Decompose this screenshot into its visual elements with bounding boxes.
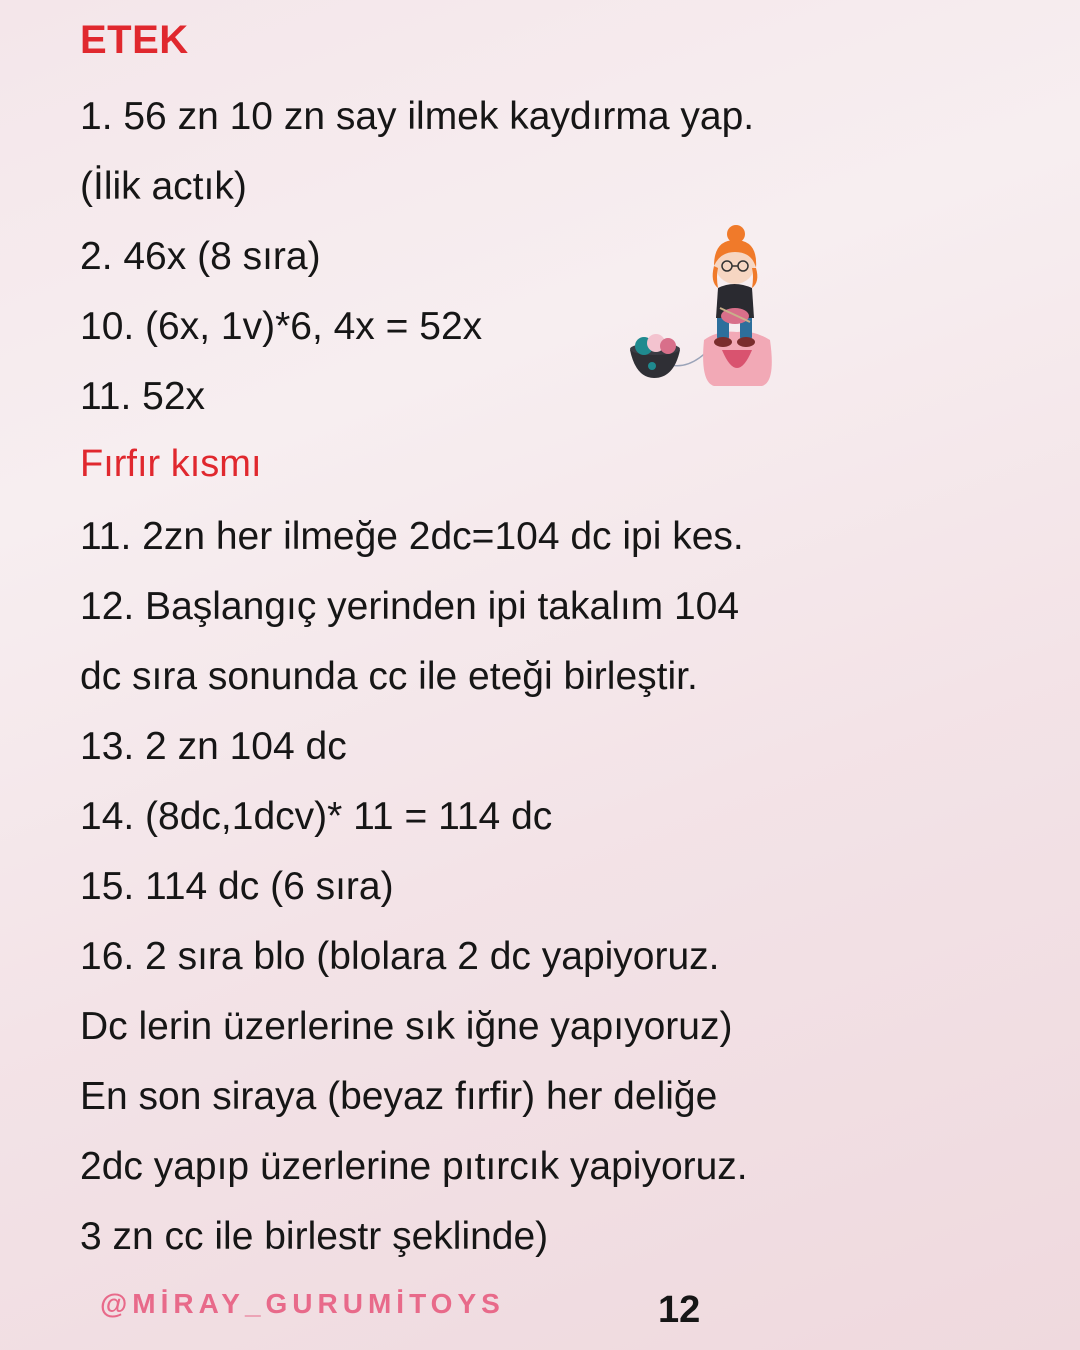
instruction-line: 3 zn cc ile birlestr şeklinde) <box>80 1215 549 1258</box>
instruction-line: dc sıra sonunda cc ile eteği birleştir. <box>80 655 698 698</box>
instruction-line: 2dc yapıp üzerlerine pıtırcık yapiyoruz. <box>80 1145 748 1188</box>
instruction-line: 13. 2 zn 104 dc <box>80 725 347 768</box>
instruction-line: En son siraya (beyaz fırfir) her deliğe <box>80 1075 718 1118</box>
instruction-line: 12. Başlangıç yerinden ipi takalım 104 <box>80 585 740 628</box>
instruction-line: 10. (6x, 1v)*6, 4x = 52x <box>80 305 483 348</box>
instruction-line: 14. (8dc,1dcv)* 11 = 114 dc <box>80 795 553 838</box>
ruffle-subheading: Fırfır kısmı <box>80 443 262 485</box>
instruction-line: Dc lerin üzerlerine sık iğne yapıyoruz) <box>80 1005 733 1048</box>
page-number: 12 <box>658 1289 701 1331</box>
instruction-line: 1. 56 zn 10 zn say ilmek kaydırma yap. <box>80 95 755 138</box>
instruction-line: 15. 114 dc (6 sıra) <box>80 865 394 908</box>
instruction-line: 11. 2zn her ilmeğe 2dc=104 dc ipi kes. <box>80 515 744 558</box>
girl-knitting-with-yarn-basket-icon <box>622 222 782 390</box>
section-title: ETEK <box>80 18 189 62</box>
instruction-line: (İlik actık) <box>80 165 247 208</box>
instruction-line: 11. 52x <box>80 375 206 418</box>
footer-handle: @MİRAY_GURUMİTOYS <box>100 1288 505 1319</box>
instruction-line: 2. 46x (8 sıra) <box>80 235 321 278</box>
instruction-line: 16. 2 sıra blo (blolara 2 dc yapiyoruz. <box>80 935 720 978</box>
